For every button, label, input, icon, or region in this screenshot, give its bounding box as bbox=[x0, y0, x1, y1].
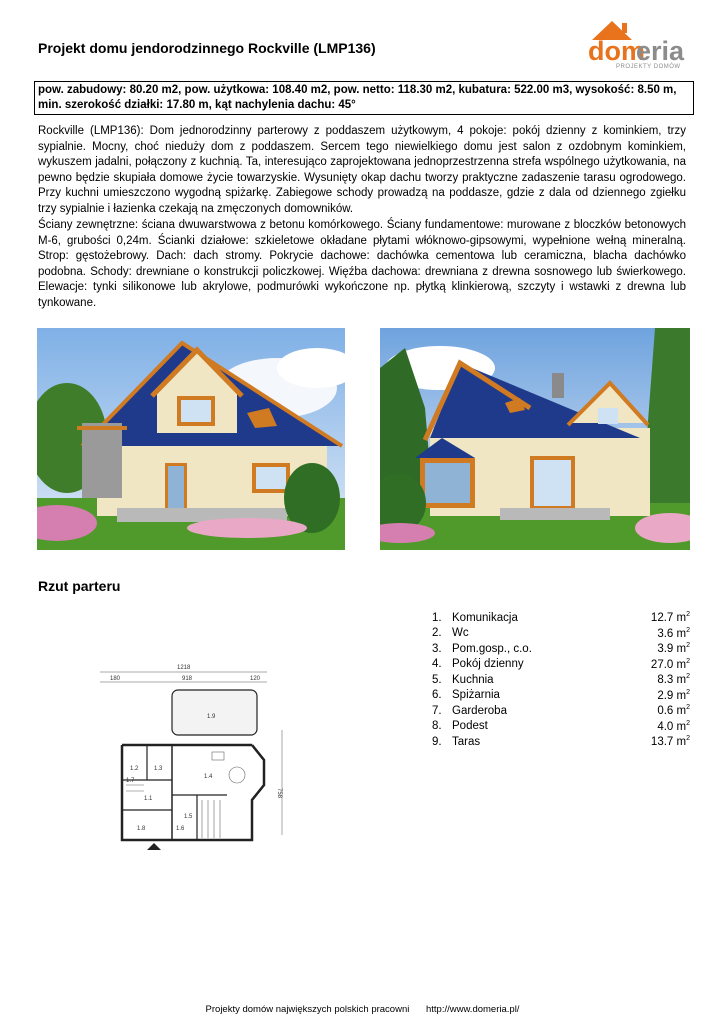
list-item: 4. Pokój dzienny 27.0 $m^2$ bbox=[432, 657, 690, 671]
footer-link[interactable]: http://www.domeria.pl/ bbox=[425, 1004, 520, 1015]
house-front-photo bbox=[37, 328, 345, 550]
domeria-logo bbox=[586, 18, 691, 70]
dimension-label: 918 bbox=[182, 676, 193, 682]
description-paragraph: Rockville (LMP136): Dom jednorodzinny parterowy z poddaszem użytkowym, 4 pokoje: pokój dzienny z kominkiem, trzy sypialnie. Mocny, choć nieduży dom z poddaszem. Sercem tego niewielkiego domu jest salon z ozdobnym kominkiem, wykuszem jadalni, połączony z kuchnią. Ta, interesująco zaprojektowana jednoprzestrzenna strefa wspólnego użytkowania, na pewno będzie skupiała domowe życie towarzyskie. Wysunięty okap dachu tworzy praktyczne zadaszenie tarasu ogrodowego. Przy kuchni umieszczono wygodną spiżarkę. Zabiegowe schody prowadzą na poddasze, gdzie z dala od dziennego zgiełku trzy sypialnie i łazienka czekają na zmęczonych domowników. bbox=[38, 125, 686, 215]
svg-text:dom: dom bbox=[588, 36, 645, 66]
list-item: 9. Taras 13.7 $m^2$ bbox=[432, 735, 690, 749]
footer-text: Projekty domów największych polskich pracowni bbox=[205, 1004, 410, 1015]
room-label: 1.3 bbox=[154, 766, 163, 772]
list-item: 8. Podest 4.0 $m^2$ bbox=[432, 719, 690, 733]
floor-plan bbox=[92, 660, 292, 860]
room-label: 1.7 bbox=[126, 778, 135, 784]
list-item: 6. Spiżarnia 2.9 $m^2$ bbox=[432, 688, 690, 702]
room-list bbox=[432, 610, 690, 750]
list-item: 3. Pom.gosp., c.o. 3.9 $m^2$ bbox=[432, 642, 690, 656]
room-label: 1.4 bbox=[204, 774, 213, 780]
section-title: Rzut parteru bbox=[38, 578, 121, 594]
room-label: 1.1 bbox=[144, 796, 153, 802]
dimension-label: 1218 bbox=[177, 665, 191, 671]
list-item: 7. Garderoba 0.6 $m^2$ bbox=[432, 704, 690, 718]
room-label: 1.5 bbox=[184, 814, 193, 820]
dimension-label: 758 bbox=[276, 788, 282, 799]
room-label: 1.2 bbox=[130, 766, 139, 772]
svg-text:PROJEKTY DOMÓW: PROJEKTY DOMÓW bbox=[616, 64, 681, 70]
room-label: 1.6 bbox=[176, 826, 185, 832]
footer bbox=[0, 1004, 725, 1015]
page-title: Projekt domu jendorodzinnego Rockville (LMP136) bbox=[38, 40, 376, 56]
specs-box: pow. zabudowy: 80.20 m2, pow. użytkowa: 108.40 m2, pow. netto: 118.30 m2, kubatura: 522.00 m3, wysokość: 8.50 m, min. szerokość działki: 17.80 m, kąt nachylenia dachu: 45° bbox=[34, 81, 694, 115]
construction-paragraph: Ściany zewnętrzne: ściana dwuwarstwowa z betonu komórkowego. Ściany fundamentowe: murowane z bloczków betonowych M-6, grubości 0,24m. Ścianki działowe: szkieletowe okładane płytami włóknowo-gipsowymi, wypełnione wełną mineralną. Strop: gęstożebrowy. Dach: dach stromy. Pokrycie dachowe: dachówka cementowa lub ceramiczna, blacha dachówko podobna. Schody: drewniane o konstrukcji policzkowej. Więźba dachowa: drewniana z drewna sosnowego lub świerkowego. Elewacje: tynki silikonowe lub akrylowe, podmurówki wykończone np. płytką klinkierową, szczyty i wstawki z drewna lub tynkowane. bbox=[38, 219, 686, 309]
house-rear-photo bbox=[380, 328, 690, 550]
list-item: 5. Kuchnia 8.3 $m^2$ bbox=[432, 673, 690, 687]
dimension-label: 120 bbox=[250, 676, 261, 682]
list-item: 2. Wc 3.6 $m^2$ bbox=[432, 626, 690, 640]
dimension-label: 180 bbox=[110, 676, 121, 682]
list-item: 1. Komunikacja 12.7 $m^2$ bbox=[432, 611, 690, 625]
room-label: 1.9 bbox=[207, 714, 216, 720]
room-label: 1.8 bbox=[137, 826, 146, 832]
svg-text:eria: eria bbox=[636, 36, 685, 66]
